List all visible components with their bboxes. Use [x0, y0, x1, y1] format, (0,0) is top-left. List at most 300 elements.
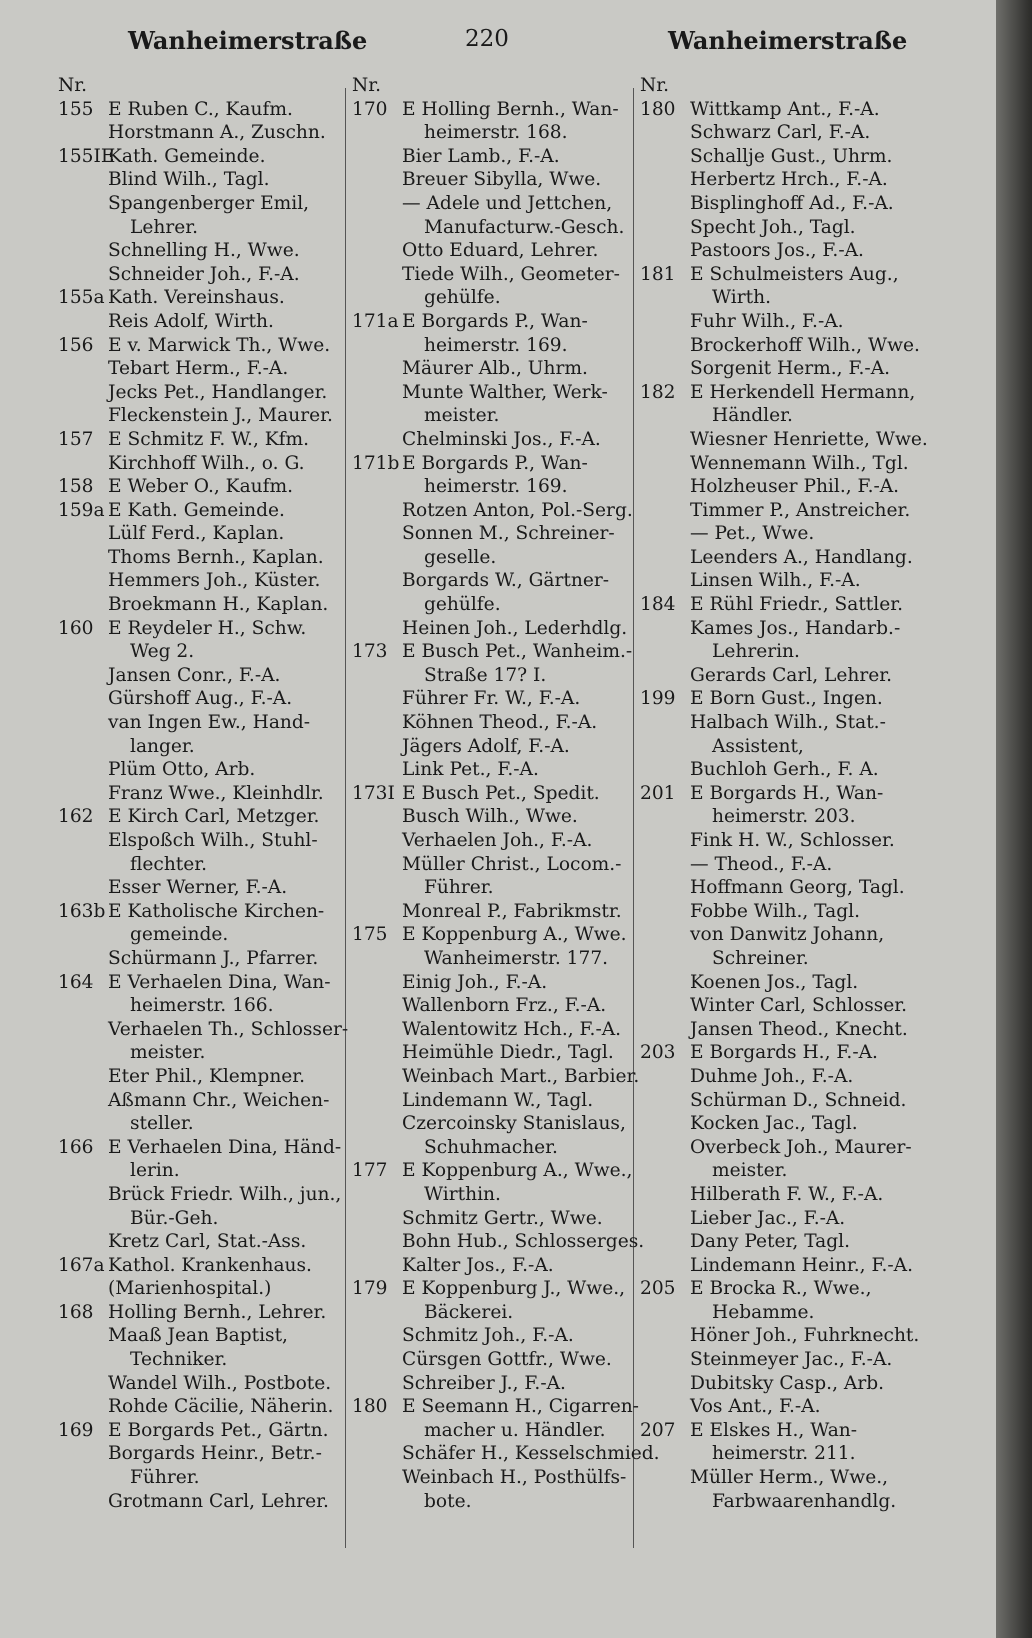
house-number: 160	[58, 617, 94, 639]
house-number: 180	[640, 98, 676, 120]
resident-entry: Buchloh Gerh., F. A.	[690, 759, 879, 781]
entry-line	[58, 1372, 358, 1396]
resident-entry: Schürman D., Schneid.	[690, 1089, 907, 1111]
entry-line	[58, 334, 358, 358]
resident-entry: E Schmitz F. W., Kfm.	[108, 428, 310, 450]
entry-line	[352, 121, 652, 145]
resident-entry: Müller Christ., Locom.-	[402, 853, 622, 875]
resident-entry: heimerstr. 169.	[424, 334, 568, 356]
resident-entry: Holling Bernh., Lehrer.	[108, 1301, 327, 1323]
resident-entry: Breuer Sibylla, Wwe.	[402, 169, 602, 191]
house-number: 199	[640, 688, 676, 710]
resident-entry: E Born Gust., Ingen.	[690, 688, 883, 710]
entry-line	[352, 664, 652, 688]
entry-line	[58, 404, 358, 428]
resident-entry: Vos Ant., F.-A.	[690, 1396, 821, 1418]
resident-entry: Link Pet., F.-A.	[402, 759, 539, 781]
entry-line	[58, 829, 358, 853]
entry-line	[352, 286, 652, 310]
house-number: 171a	[352, 310, 399, 332]
resident-entry: Fuhr Wilh., F.-A.	[690, 310, 844, 332]
entry-line	[58, 1089, 358, 1113]
entry-line	[352, 711, 652, 735]
resident-entry: E Borgards H., F.-A.	[690, 1042, 878, 1064]
entry-line	[58, 522, 358, 546]
entry-line	[58, 664, 358, 688]
resident-entry: E Verhaelen Dina, Wan-	[108, 971, 331, 993]
resident-entry: heimerstr. 169.	[424, 476, 568, 498]
resident-entry: steller.	[130, 1113, 194, 1135]
entry-line	[640, 664, 940, 688]
entry-line	[352, 805, 652, 829]
entry-line	[58, 239, 358, 263]
entry-line	[352, 381, 652, 405]
resident-entry: lerin.	[130, 1160, 180, 1182]
resident-entry: Brockerhoff Wilh., Wwe.	[690, 334, 920, 356]
resident-entry: heimerstr. 203.	[712, 806, 856, 828]
entry-line	[352, 499, 652, 523]
entry-line	[352, 569, 652, 593]
resident-entry: E Borgards P., Wan-	[402, 452, 588, 474]
resident-entry: geselle.	[424, 546, 497, 568]
resident-entry: heimerstr. 166.	[130, 995, 274, 1017]
resident-entry: Kath. Vereinshaus.	[108, 287, 285, 309]
entry-line	[640, 1490, 940, 1514]
entry-line	[640, 876, 940, 900]
house-number: 169	[58, 1419, 94, 1441]
entry-line	[58, 947, 358, 971]
entry-line	[640, 829, 940, 853]
entry-line	[58, 192, 358, 216]
entry-line	[58, 617, 358, 641]
house-number: 163b	[58, 900, 106, 922]
resident-entry: Manufacturw.-Gesch.	[424, 216, 625, 238]
resident-entry: Aßmann Chr., Weichen-	[108, 1089, 330, 1111]
entry-line	[640, 168, 940, 192]
resident-entry: Gerards Carl, Lehrer.	[690, 664, 893, 686]
entry-line	[58, 357, 358, 381]
entry-line	[58, 428, 358, 452]
resident-entry: E Borgards P., Wan-	[402, 310, 588, 332]
resident-entry: Schnelling H., Wwe.	[108, 240, 300, 262]
entry-line	[352, 1207, 652, 1231]
entry-line	[352, 1112, 652, 1136]
resident-entry: Esser Werner, F.-A.	[108, 877, 288, 899]
resident-entry: Lieber Jac., F.-A.	[690, 1207, 846, 1229]
resident-entry: Franz Wwe., Kleinhdlr.	[108, 782, 324, 804]
resident-entry: meister.	[424, 405, 500, 427]
entry-line	[640, 1041, 940, 1065]
resident-entry: Dany Peter, Tagl.	[690, 1231, 851, 1253]
house-number: 173	[352, 641, 388, 663]
resident-entry: Wiesner Henriette, Wwe.	[690, 428, 928, 450]
resident-entry: Lehrer.	[130, 216, 198, 238]
entry-line	[58, 1301, 358, 1325]
resident-entry: Köhnen Theod., F.-A.	[402, 712, 598, 734]
resident-entry: Monreal P., Fabrikmstr.	[402, 900, 622, 922]
resident-entry: Bäckerei.	[424, 1301, 514, 1323]
entry-line	[352, 404, 652, 428]
entry-line	[640, 1089, 940, 1113]
entry-line	[352, 947, 652, 971]
resident-entry: Bier Lamb., F.-A.	[402, 145, 560, 167]
resident-entry: heimerstr. 168.	[424, 122, 568, 144]
entry-line	[58, 1466, 358, 1490]
resident-entry: Otto Eduard, Lehrer.	[402, 240, 599, 262]
entry-line	[352, 782, 652, 806]
entry-line	[640, 640, 940, 664]
entry-line	[640, 971, 940, 995]
entry-line	[640, 239, 940, 263]
entry-line	[58, 640, 358, 664]
resident-entry: Thoms Bernh., Kaplan.	[108, 546, 324, 568]
resident-entry: Lehrerin.	[712, 641, 800, 663]
entry-line	[58, 569, 358, 593]
entry-line	[352, 617, 652, 641]
entry-line	[352, 310, 652, 334]
entry-line	[58, 216, 358, 240]
resident-entry: Tiede Wilh., Geometer-	[402, 263, 620, 285]
resident-entry: Broekmann H., Kaplan.	[108, 594, 329, 616]
resident-entry: Halbach Wilh., Stat.-	[690, 712, 886, 734]
entry-line	[640, 1018, 940, 1042]
resident-entry: Heimühle Diedr., Tagl.	[402, 1042, 614, 1064]
resident-entry: — Theod., F.-A.	[690, 853, 833, 875]
entry-line	[58, 121, 358, 145]
resident-entry: Bür.-Geh.	[130, 1207, 219, 1229]
resident-entry: Eter Phil., Klempner.	[108, 1065, 306, 1087]
resident-entry: Kirchhoff Wilh., o. G.	[108, 452, 305, 474]
column-heading: Nr.	[640, 75, 670, 96]
entry-line	[58, 1041, 358, 1065]
resident-entry: Straße 17? I.	[424, 664, 547, 686]
entry-line	[352, 546, 652, 570]
entry-line	[640, 1277, 940, 1301]
entry-line	[640, 1372, 940, 1396]
entry-line	[640, 546, 940, 570]
resident-entry: von Danwitz Johann,	[690, 924, 885, 946]
entry-line	[58, 900, 358, 924]
resident-entry: Schmitz Gertr., Wwe.	[402, 1207, 603, 1229]
entry-line	[58, 782, 358, 806]
entry-line	[352, 263, 652, 287]
resident-entry: Schürmann J., Pfarrer.	[108, 947, 319, 969]
house-number: 177	[352, 1160, 388, 1182]
entry-line	[352, 735, 652, 759]
page-header	[0, 26, 996, 66]
entry-line	[352, 1159, 652, 1183]
resident-entry: Händler.	[712, 405, 793, 427]
resident-entry: langer.	[130, 735, 195, 757]
resident-entry: gehülfe.	[424, 594, 501, 616]
entry-line	[58, 452, 358, 476]
entry-line	[352, 971, 652, 995]
resident-entry: Herbertz Hrch., F.-A.	[690, 169, 888, 191]
resident-entry: Koenen Jos., Tagl.	[690, 971, 859, 993]
entry-line	[352, 1183, 652, 1207]
resident-entry: Munte Walther, Werk-	[402, 381, 608, 403]
entry-line	[640, 522, 940, 546]
resident-entry: Leenders A., Handlang.	[690, 546, 913, 568]
resident-entry: Mäurer Alb., Uhrm.	[402, 358, 588, 380]
entry-line	[58, 98, 358, 122]
running-head-right: Wanheimerstraße	[668, 26, 908, 55]
entry-line	[58, 711, 358, 735]
entry-line	[640, 1207, 940, 1231]
resident-entry: (Marienhospital.)	[108, 1278, 272, 1300]
entry-line	[352, 687, 652, 711]
entry-line	[640, 381, 940, 405]
entry-line	[640, 1230, 940, 1254]
entry-line	[58, 74, 358, 98]
resident-entry: Jecks Pet., Handlanger.	[108, 381, 328, 403]
resident-entry: E Busch Pet., Wanheim.-	[402, 641, 633, 663]
resident-entry: E Herkendell Hermann,	[690, 381, 916, 403]
column-right	[640, 74, 940, 1513]
entry-line	[352, 853, 652, 877]
house-number: 182	[640, 381, 676, 403]
entry-line	[58, 735, 358, 759]
entry-line	[640, 404, 940, 428]
house-number: 173I	[352, 782, 395, 804]
resident-entry: Busch Wilh., Wwe.	[402, 806, 578, 828]
resident-entry: Elspoßch Wilh., Stuhl-	[108, 830, 318, 851]
entry-line	[640, 923, 940, 947]
resident-entry: Weg 2.	[130, 641, 195, 663]
house-number: 184	[640, 594, 676, 616]
resident-entry: E Koppenburg J., Wwe.,	[402, 1278, 626, 1300]
resident-entry: Chelminski Jos., F.-A.	[402, 428, 601, 450]
resident-entry: Fink H. W., Schlosser.	[690, 830, 895, 851]
house-number: 180	[352, 1396, 388, 1418]
entry-line	[58, 1159, 358, 1183]
entry-line	[352, 428, 652, 452]
resident-entry: Wallenborn Frz., F.-A.	[402, 995, 607, 1017]
house-number: 179	[352, 1278, 388, 1300]
entry-line	[640, 805, 940, 829]
house-number: 157	[58, 428, 94, 450]
entry-line	[352, 452, 652, 476]
entry-line	[58, 593, 358, 617]
resident-entry: meister.	[130, 1042, 206, 1064]
resident-entry: E Koppenburg A., Wwe.	[402, 924, 627, 946]
entry-line	[640, 74, 940, 98]
resident-entry: Timmer P., Anstreicher.	[690, 499, 911, 521]
page-number: 220	[465, 26, 509, 52]
resident-entry: flechter.	[130, 853, 208, 875]
entry-line	[58, 687, 358, 711]
entry-line	[640, 853, 940, 877]
entry-line	[640, 1419, 940, 1443]
entry-line	[640, 687, 940, 711]
resident-entry: Hemmers Joh., Küster.	[108, 570, 321, 592]
entry-line	[58, 1136, 358, 1160]
entry-line	[640, 1442, 940, 1466]
resident-entry: Wanheimerstr. 177.	[424, 947, 609, 969]
entry-line	[640, 1466, 940, 1490]
column-left	[58, 74, 358, 1513]
resident-entry: Weinbach Mart., Barbier.	[402, 1065, 640, 1087]
resident-entry: Gürshoff Aug., F.-A.	[108, 688, 293, 710]
resident-entry: Dubitsky Casp., Arb.	[690, 1372, 885, 1394]
resident-entry: bote.	[424, 1490, 472, 1512]
house-number: 159a	[58, 499, 105, 521]
entry-line	[640, 1136, 940, 1160]
entry-line	[640, 1065, 940, 1089]
entry-line	[640, 145, 940, 169]
house-number: 162	[58, 806, 94, 828]
house-number: 175	[352, 924, 388, 946]
resident-entry: Walentowitz Hch., F.-A.	[402, 1018, 622, 1040]
entry-line	[640, 216, 940, 240]
resident-entry: Kath. Gemeinde.	[108, 145, 266, 167]
house-number: 167a	[58, 1254, 105, 1276]
entry-line	[58, 971, 358, 995]
entry-line	[640, 121, 940, 145]
resident-entry: Führer Fr. W., F.-A.	[402, 688, 581, 710]
resident-entry: Führer.	[424, 877, 494, 899]
house-number: 158	[58, 476, 94, 498]
resident-entry: Tebart Herm., F.-A.	[108, 358, 289, 380]
resident-entry: Rohde Cäcilie, Näherin.	[108, 1396, 334, 1418]
resident-entry: Plüm Otto, Arb.	[108, 759, 256, 781]
entry-line	[352, 1018, 652, 1042]
entry-line	[640, 1254, 940, 1278]
entry-line	[640, 286, 940, 310]
entry-line	[58, 499, 358, 523]
column-heading: Nr.	[58, 75, 88, 96]
resident-entry: Winter Carl, Schlosser.	[690, 995, 908, 1017]
entry-line	[58, 1018, 358, 1042]
house-number: 155IE	[58, 145, 115, 167]
column-heading: Nr.	[352, 75, 382, 96]
entry-line	[58, 1348, 358, 1372]
resident-entry: Einig Joh., F.-A.	[402, 971, 548, 993]
entry-line	[352, 1442, 660, 1466]
entry-line	[352, 640, 652, 664]
resident-entry: Blind Wilh., Tagl.	[108, 169, 270, 191]
resident-entry: Overbeck Joh., Maurer-	[690, 1136, 912, 1158]
entry-line	[640, 499, 940, 523]
resident-entry: Farbwaarenhandlg.	[712, 1490, 897, 1512]
entry-line	[58, 1442, 358, 1466]
resident-entry: Duhme Joh., F.-A.	[690, 1065, 854, 1087]
resident-entry: E Borgards H., Wan-	[690, 782, 884, 804]
entry-line	[352, 522, 652, 546]
entry-line	[352, 1089, 652, 1113]
entry-line	[352, 1277, 652, 1301]
resident-entry: Jägers Adolf, F.-A.	[402, 735, 570, 757]
resident-entry: Kalter Jos., F.-A.	[402, 1254, 554, 1276]
entry-line	[58, 994, 358, 1018]
entry-line	[58, 1490, 358, 1514]
house-number: 203	[640, 1042, 676, 1064]
entry-line	[352, 1136, 652, 1160]
entry-line	[58, 546, 358, 570]
resident-entry: Kathol. Krankenhaus.	[108, 1254, 312, 1276]
entry-line	[352, 1419, 652, 1443]
resident-entry: Schreiber J., F.-A.	[402, 1372, 566, 1394]
entry-line	[640, 617, 940, 641]
resident-entry: Schwarz Carl, F.-A.	[690, 122, 871, 144]
entry-line	[640, 357, 940, 381]
entry-line	[352, 900, 652, 924]
running-head-left: Wanheimerstraße	[128, 26, 368, 55]
entry-line	[58, 1065, 358, 1089]
resident-entry: Kretz Carl, Stat.-Ass.	[108, 1231, 307, 1253]
resident-entry: Assistent,	[712, 735, 804, 757]
page-edge-shadow	[996, 0, 1032, 1638]
resident-entry: Wirthin.	[424, 1183, 501, 1205]
resident-entry: Fobbe Wilh., Tagl.	[690, 900, 860, 922]
resident-entry: — Adele und Jettchen,	[402, 192, 613, 214]
entry-line	[352, 1490, 652, 1514]
resident-entry: gemeinde.	[130, 924, 229, 946]
entry-line	[352, 829, 652, 853]
resident-entry: Spangenberger Emil,	[108, 192, 310, 214]
entry-line	[58, 1419, 358, 1443]
entry-line	[58, 381, 358, 405]
resident-entry: — Pet., Wwe.	[690, 523, 815, 545]
resident-entry: Holzheuser Phil., F.-A.	[690, 476, 900, 498]
resident-entry: Hilberath F. W., F.-A.	[690, 1183, 884, 1205]
entry-line	[640, 98, 940, 122]
resident-entry: Rotzen Anton, Pol.-Serg.	[402, 499, 633, 521]
entry-line	[58, 145, 358, 169]
resident-entry: macher u. Händler.	[424, 1419, 606, 1441]
resident-entry: Cürsgen Gottfr., Wwe.	[402, 1349, 612, 1371]
resident-entry: Wirth.	[712, 287, 771, 309]
resident-entry: Grotmann Carl, Lehrer.	[108, 1490, 329, 1512]
entry-line	[352, 334, 652, 358]
entry-line	[352, 98, 652, 122]
entry-line	[640, 569, 940, 593]
entry-line	[640, 310, 940, 334]
entry-line	[640, 1348, 940, 1372]
resident-entry: Schuhmacher.	[424, 1136, 558, 1158]
resident-entry: Bohn Hub., Schlosserges.	[402, 1231, 645, 1253]
entry-line	[640, 758, 940, 782]
resident-entry: Schreiner.	[712, 947, 809, 969]
resident-entry: Höner Joh., Fuhrknecht.	[690, 1325, 920, 1347]
entry-line	[352, 1324, 652, 1348]
resident-entry: Verhaelen Joh., F.-A.	[402, 830, 593, 851]
resident-entry: E Schulmeisters Aug.,	[690, 263, 899, 285]
resident-entry: E Verhaelen Dina, Händ-	[108, 1136, 342, 1158]
resident-entry: Lülf Ferd., Kaplan.	[108, 523, 285, 545]
entry-line	[58, 805, 358, 829]
entry-line	[352, 1041, 652, 1065]
entry-line	[58, 1207, 358, 1231]
house-number: 164	[58, 971, 94, 993]
resident-entry: Führer.	[130, 1467, 200, 1489]
entry-line	[640, 900, 940, 924]
entry-line	[58, 310, 358, 334]
house-number: 171b	[352, 452, 400, 474]
entry-line	[58, 853, 358, 877]
resident-entry: E Elskes H., Wan-	[690, 1419, 858, 1441]
entry-line	[352, 145, 652, 169]
entry-line	[640, 334, 940, 358]
entry-line	[640, 192, 940, 216]
resident-entry: Schmitz Joh., F.-A.	[402, 1325, 574, 1347]
entry-line	[640, 263, 940, 287]
entry-line	[58, 475, 358, 499]
entry-line	[640, 1301, 940, 1325]
resident-entry: E Kirch Carl, Metzger.	[108, 806, 320, 828]
resident-entry: E Kath. Gemeinde.	[108, 499, 285, 521]
resident-entry: Wennemann Wilh., Tgl.	[690, 452, 909, 474]
